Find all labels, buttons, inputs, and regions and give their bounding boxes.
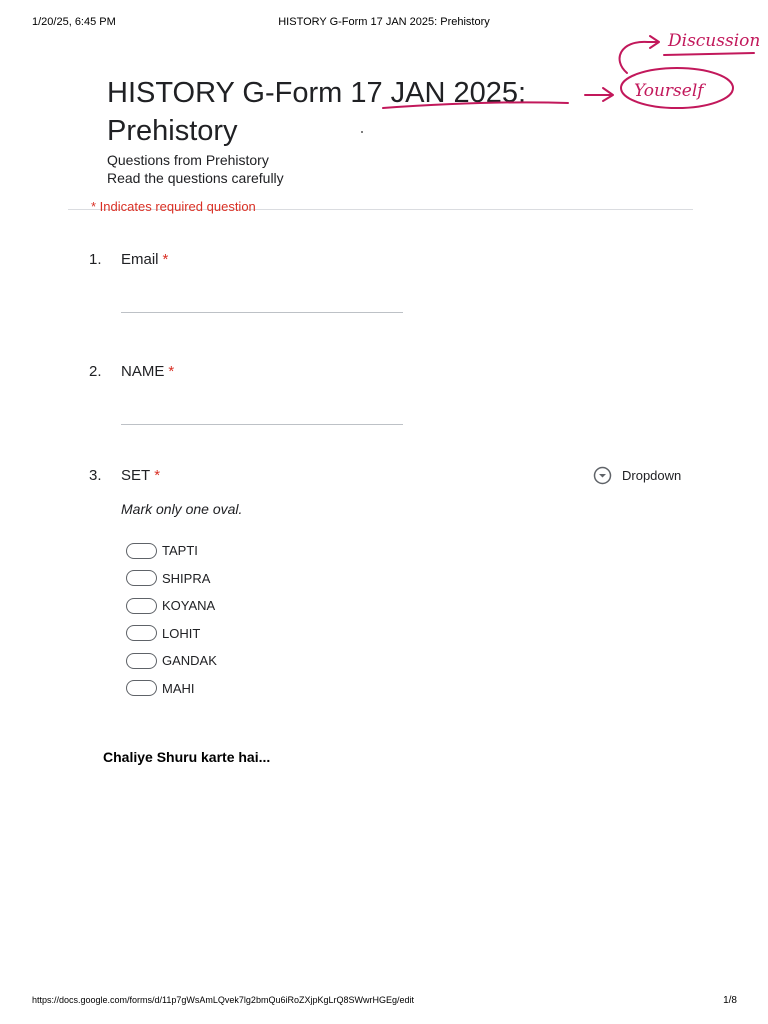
form-title: HISTORY G-Form 17 JAN 2025: Prehistory — [107, 77, 527, 147]
required-star: * — [162, 251, 169, 268]
option-label: SHIPRA — [162, 570, 211, 586]
question-number: 3. — [89, 467, 102, 484]
option-oval[interactable] — [126, 543, 157, 559]
question-title-text: NAME — [121, 363, 165, 380]
dropdown-type-hint — [593, 466, 681, 485]
option-label: LOHIT — [162, 625, 201, 641]
required-note: * Indicates required question — [91, 199, 256, 214]
question-title-email — [121, 251, 168, 268]
description-line: Read the questions carefully — [107, 170, 284, 186]
yourself-circle — [621, 68, 733, 108]
required-star: * — [154, 467, 161, 484]
option-label: MAHI — [162, 680, 195, 696]
arrow-to-yourself — [585, 88, 613, 101]
print-url: https://docs.google.com/forms/d/11p7gWsAmLQvek7lg2bmQu6iRoZXjpKgLrQ8SWwrHGEg/edit — [32, 995, 414, 1005]
ink-speck — [361, 131, 363, 133]
option-oval[interactable] — [126, 653, 157, 669]
option-oval[interactable] — [126, 598, 157, 614]
curved-arrow — [620, 36, 659, 73]
print-timestamp: 1/20/25, 6:45 PM — [32, 16, 116, 28]
annotation-discussion: Discussion — [668, 31, 761, 51]
section-heading: Chaliye Shuru karte hai... — [103, 749, 271, 765]
option-koyana[interactable] — [126, 592, 217, 620]
page-indicator: 1/8 — [723, 995, 737, 1006]
option-label: KOYANA — [162, 598, 216, 614]
option-lohit[interactable] — [126, 620, 217, 648]
question-number: 2. — [89, 363, 102, 380]
option-gandak[interactable] — [126, 647, 217, 675]
option-tapti[interactable] — [126, 537, 217, 565]
option-mahi[interactable] — [126, 675, 217, 703]
discussion-underline — [664, 53, 754, 55]
print-doc-title: HISTORY G-Form 17 JAN 2025: Prehistory — [278, 16, 490, 28]
option-oval[interactable] — [126, 570, 157, 586]
description-line: Questions from Prehistory — [107, 152, 269, 168]
option-oval[interactable] — [126, 680, 157, 696]
option-label: GANDAK — [162, 653, 217, 669]
option-label: TAPTI — [162, 543, 198, 559]
chevron-down-circle-icon — [593, 466, 612, 485]
option-shipra[interactable] — [126, 565, 217, 593]
annotation-yourself: Yourself — [634, 81, 704, 101]
name-answer-field[interactable] — [121, 424, 403, 425]
question-number: 1. — [89, 251, 102, 268]
email-answer-field[interactable] — [121, 312, 403, 313]
question-title-text: Email — [121, 251, 159, 268]
question-instruction: Mark only one oval. — [121, 501, 243, 517]
set-options — [126, 537, 217, 702]
dropdown-hint-label: Dropdown — [622, 468, 682, 483]
question-title-name — [121, 363, 174, 380]
form-description — [107, 151, 284, 187]
option-oval[interactable] — [126, 625, 157, 641]
question-title-set — [121, 467, 160, 484]
question-title-text: SET — [121, 467, 151, 484]
required-star: * — [168, 363, 175, 380]
